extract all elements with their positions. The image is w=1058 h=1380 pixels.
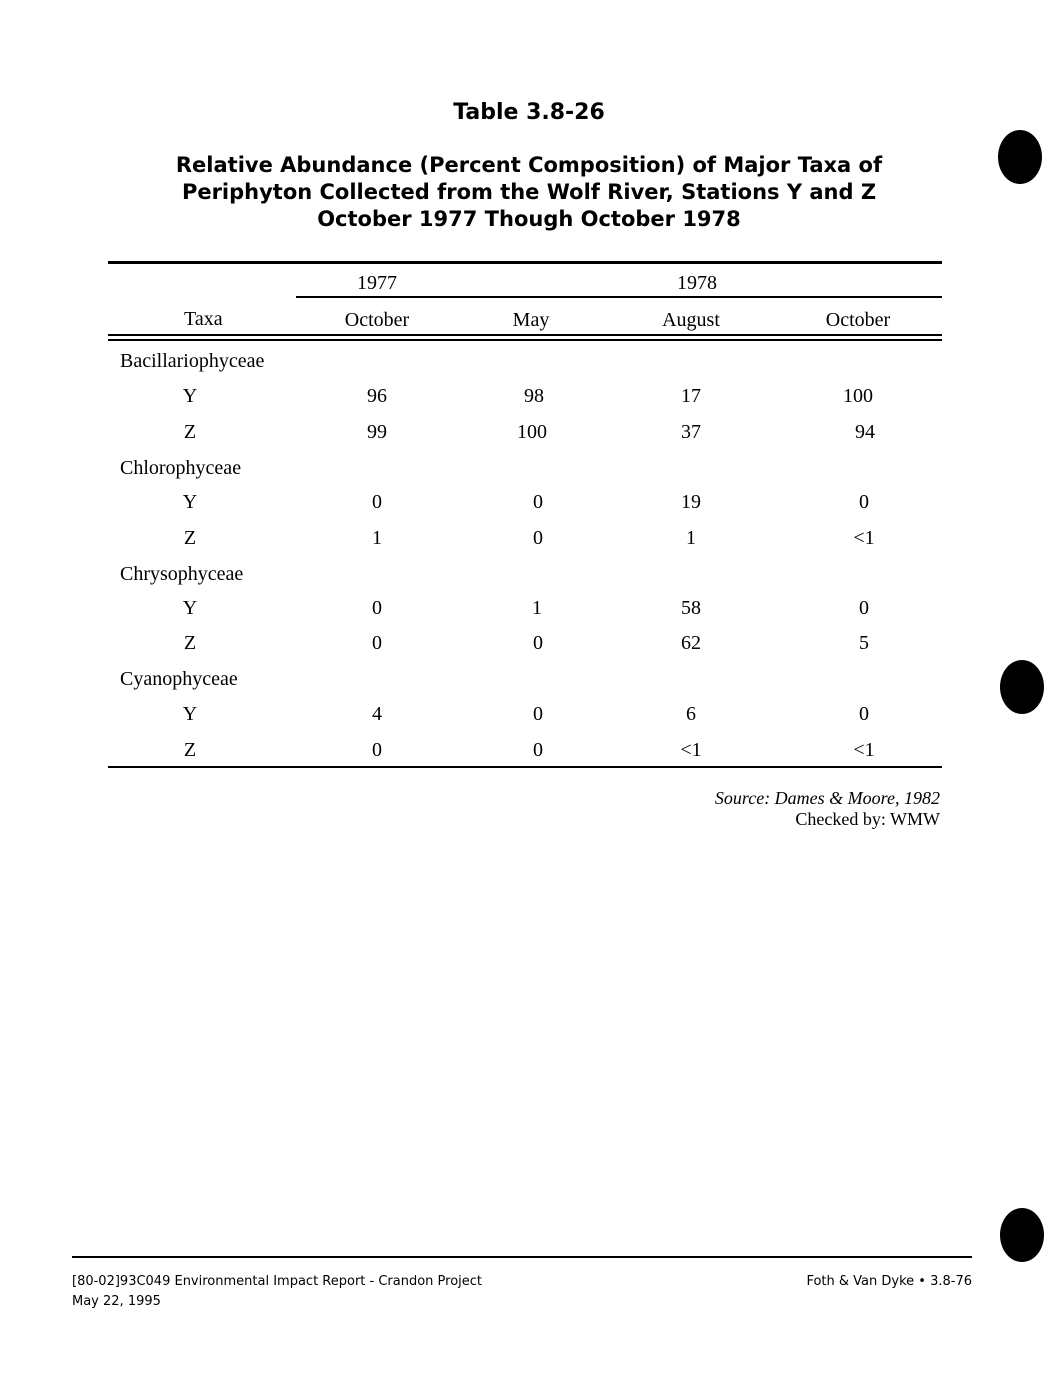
col-header-may: May (512, 309, 550, 331)
punch-hole-bottom (1000, 1208, 1044, 1262)
station-label: Z (183, 421, 197, 443)
col-header-october-1977: October (344, 309, 410, 331)
table-cell: 1 (532, 597, 542, 619)
station-label: Y (182, 385, 198, 407)
group-label-bacillariophyceae: Bacillariophyceae (120, 350, 265, 372)
table-bottom-rule (108, 766, 942, 768)
station-label: Y (182, 703, 198, 725)
source-citation: Source: Dames & Moore, 1982 (714, 788, 940, 808)
table-cell: 6 (686, 703, 696, 725)
footer-document-id: [80-02]93C049 Environmental Impact Report - Crandon Project (72, 1274, 483, 1289)
table-cell: 0 (533, 703, 543, 725)
table-caption (0, 152, 1058, 233)
source-note (715, 788, 940, 830)
table-top-rule (108, 261, 942, 264)
table-cell: 0 (372, 632, 382, 654)
table-cell: 94 (855, 421, 875, 443)
table-cell: 4 (372, 703, 382, 725)
group-label-chlorophyceae: Chlorophyceae (120, 457, 242, 479)
table-number: Table 3.8-26 (453, 100, 605, 125)
table-cell: 62 (681, 632, 701, 654)
station-label: Y (182, 597, 198, 619)
footer-rule (72, 1256, 972, 1258)
year-header-1977: 1977 (357, 272, 397, 294)
checked-by: Checked by: WMW (795, 809, 940, 829)
table-cell: <1 (853, 739, 875, 761)
table-cell: 0 (372, 739, 382, 761)
table-cell: 58 (681, 597, 701, 619)
footer-left (72, 1272, 482, 1312)
header-bottom-rule-2 (108, 339, 942, 341)
station-label: Z (183, 632, 197, 654)
table-cell: 96 (367, 385, 387, 407)
footer-page-number: Foth & Van Dyke • 3.8-76 (806, 1274, 972, 1289)
caption-line-2: Periphyton Collected from the Wolf River, Stations Y and Z (181, 180, 877, 204)
caption-line-3: October 1977 Though October 1978 (317, 207, 741, 231)
caption-line-1: Relative Abundance (Percent Composition) of Major Taxa of (175, 153, 883, 177)
table-cell: 19 (681, 491, 701, 513)
table-cell: 0 (372, 491, 382, 513)
table-cell: 99 (367, 421, 387, 443)
table-cell: 1 (372, 527, 382, 549)
table-cell: 0 (859, 597, 869, 619)
table-cell: 98 (524, 385, 544, 407)
table-cell: <1 (680, 739, 702, 761)
table-cell: 0 (372, 597, 382, 619)
table-cell: 0 (859, 703, 869, 725)
header-bottom-rule-1 (108, 334, 942, 336)
table-cell: 100 (517, 421, 547, 443)
station-label: Y (182, 491, 198, 513)
table-cell: 100 (843, 385, 873, 407)
table-cell: 0 (859, 491, 869, 513)
taxa-header: Taxa (184, 308, 223, 330)
table-cell: 1 (686, 527, 696, 549)
table-cell: 5 (859, 632, 869, 654)
table-cell: 37 (681, 421, 701, 443)
group-label-cyanophyceae: Cyanophyceae (120, 668, 238, 690)
year-header-rule (296, 296, 942, 298)
table-cell: <1 (853, 527, 875, 549)
table-cell: 0 (533, 527, 543, 549)
punch-hole-middle (1000, 660, 1044, 714)
year-header-1978: 1978 (677, 272, 717, 294)
table-cell: 0 (533, 491, 543, 513)
table-cell: 17 (681, 385, 701, 407)
footer-date: May 22, 1995 (72, 1294, 161, 1309)
group-label-chrysophyceae: Chrysophyceae (120, 563, 244, 585)
station-label: Z (183, 527, 197, 549)
col-header-october-1978: October (825, 309, 891, 331)
station-label: Z (183, 739, 197, 761)
table-cell: 0 (533, 632, 543, 654)
table-cell: 0 (533, 739, 543, 761)
col-header-august: August (662, 309, 720, 331)
